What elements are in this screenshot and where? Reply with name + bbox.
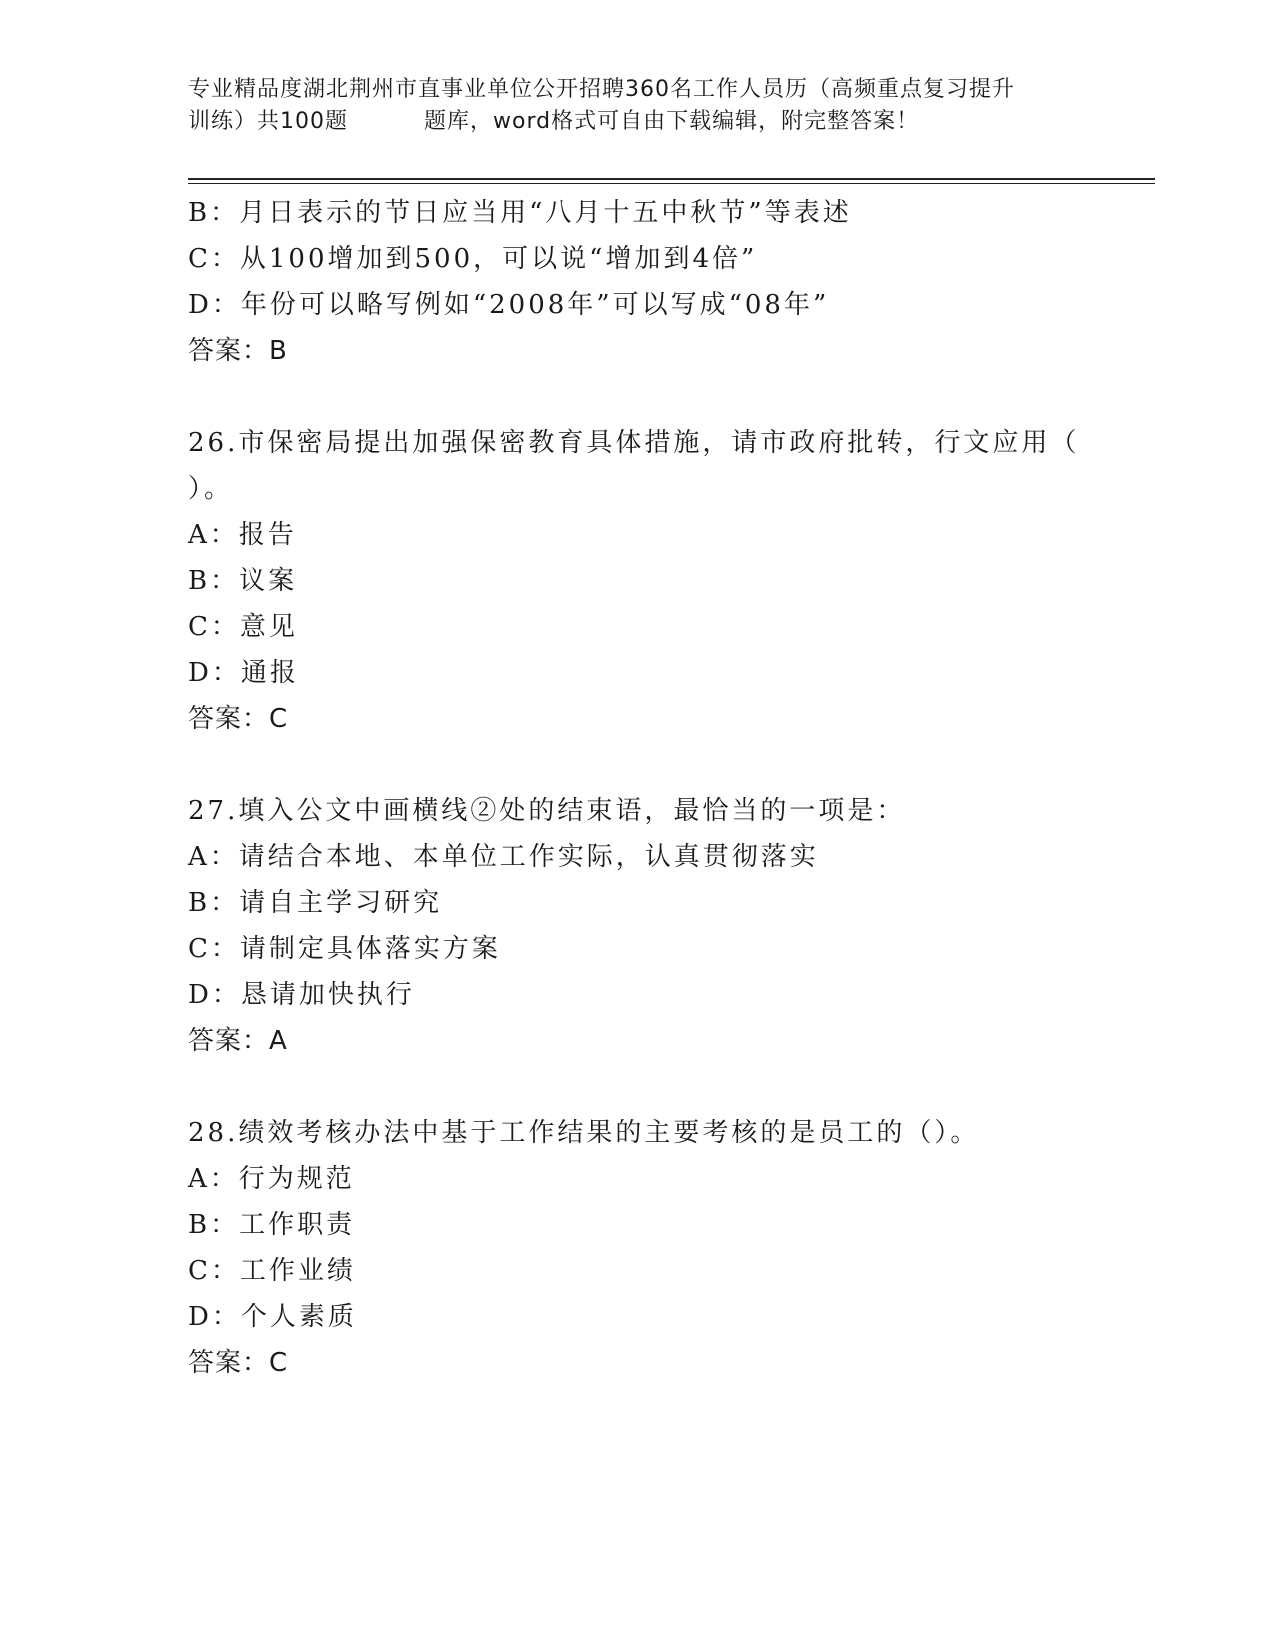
question-block-prev: [188, 190, 1088, 374]
question-block-27: [188, 788, 1088, 1064]
option-b: B：请自主学习研究: [188, 888, 443, 918]
question-block-26: [188, 420, 1088, 742]
option-d: D：通报: [188, 658, 299, 688]
answer: 答案：C: [188, 1348, 289, 1378]
header-line-1: 专业精品度湖北荆州市直事业单位公开招聘360名工作人员历（高频重点复习提升: [188, 77, 1015, 102]
option-a: A：请结合本地、本单位工作实际，认真贯彻落实: [188, 842, 819, 872]
question-stem: 28.绩效考核办法中基于工作结果的主要考核的是员工的（）。: [188, 1118, 980, 1148]
question-stem-line-2: ）。: [188, 474, 234, 504]
page-header: [188, 74, 1088, 138]
option-a: A：行为规范: [188, 1164, 355, 1194]
question-stem: 27.填入公文中画横线②处的结束语，最恰当的一项是：: [188, 796, 906, 826]
option-b: B：议案: [188, 566, 298, 596]
option-d: D：恳请加快执行: [188, 980, 415, 1010]
header-line-2-left: 训练）共100题: [188, 109, 348, 134]
option-c: C：从100增加到500，可以说“增加到4倍”: [188, 244, 758, 274]
option-c: C：请制定具体落实方案: [188, 934, 501, 964]
option-c: C：工作业绩: [188, 1256, 356, 1286]
option-b: B：月日表示的节日应当用“八月十五中秋节”等表述: [188, 198, 852, 228]
header-line-2: [188, 106, 1088, 138]
header-rule-thick: [188, 178, 1155, 180]
answer: 答案：C: [188, 704, 289, 734]
option-c: C：意见: [188, 612, 298, 642]
header-rule-thin: [188, 183, 1155, 184]
answer: 答案：A: [188, 1026, 288, 1056]
question-stem-line-1: 26.市保密局提出加强保密教育具体措施，请市政府批转，行文应用（: [188, 428, 1080, 458]
header-line-2-right: 题库，word格式可自由下载编辑，附完整答案！: [424, 109, 920, 134]
option-a: A：报告: [188, 520, 297, 550]
option-b: B：工作职责: [188, 1210, 356, 1240]
question-block-28: [188, 1110, 1088, 1386]
option-d: D：个人素质: [188, 1302, 357, 1332]
option-d: D：年份可以略写例如“2008年”可以写成“08年”: [188, 290, 830, 320]
answer: 答案：B: [188, 336, 288, 366]
question-list: [188, 190, 1088, 1386]
